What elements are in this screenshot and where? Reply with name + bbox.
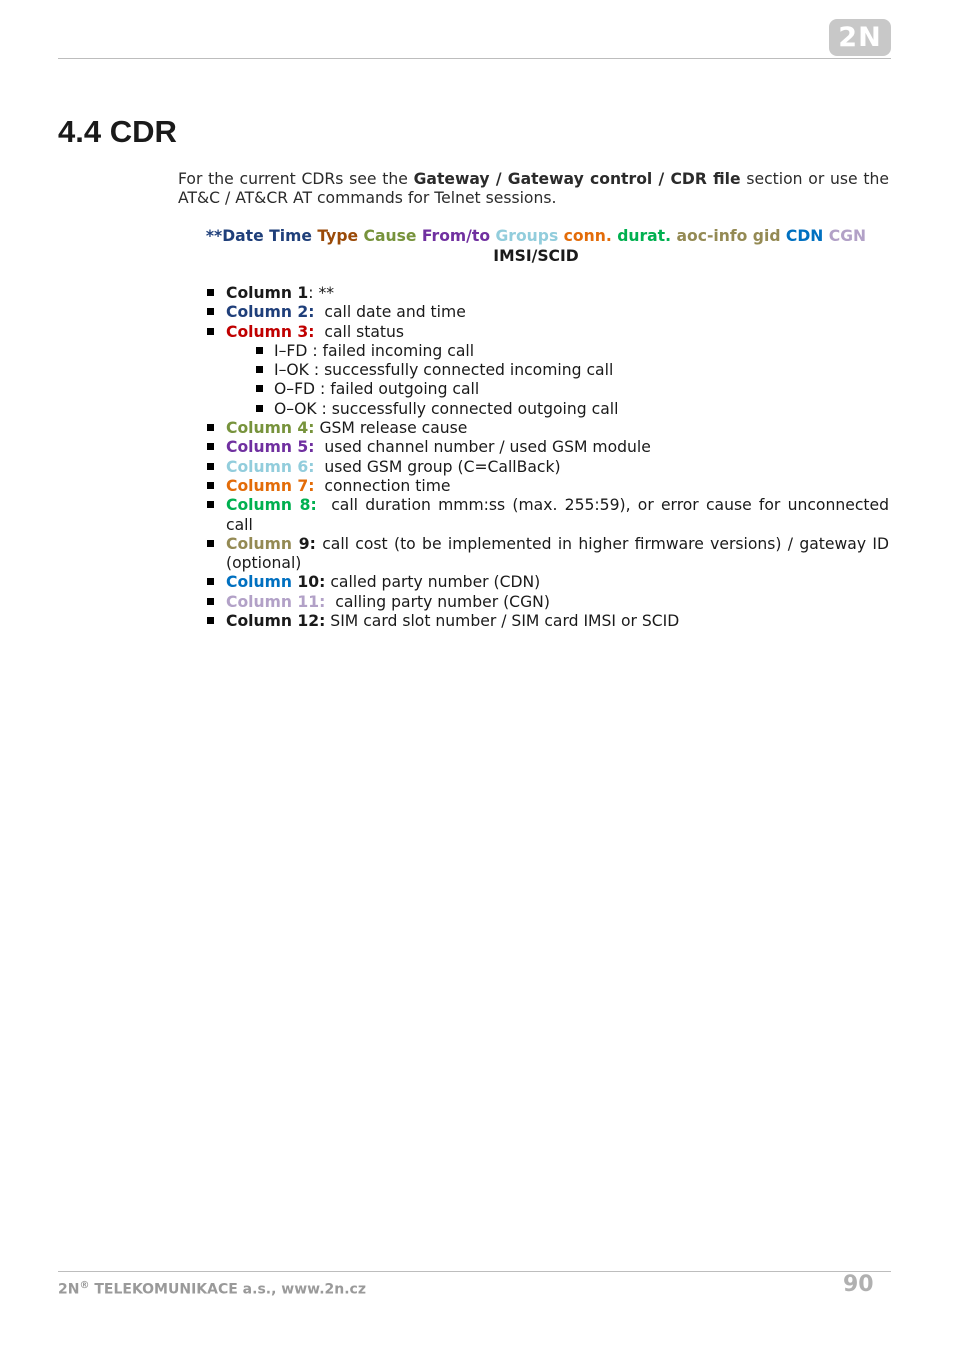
column-label: Column 8:: [226, 496, 317, 515]
column-desc: called party number (CDN): [330, 573, 541, 592]
logo-text: 2N: [838, 22, 882, 53]
column-number: 10:: [291, 573, 326, 592]
column-sep: [314, 303, 324, 321]
intro-bold-path: Gateway / Gateway control / CDR file: [413, 170, 741, 188]
format-imsi-scid: IMSI/SCID: [493, 247, 579, 265]
column-item: [207, 477, 889, 496]
column-desc: call status: [324, 322, 405, 341]
format-date-time: **Date Time: [205, 227, 318, 245]
page-number: 90: [843, 1272, 874, 1297]
column-sep: [314, 323, 324, 341]
column-item: [207, 323, 889, 419]
column-item: [207, 593, 889, 612]
column-label: Column 3:: [226, 322, 315, 341]
column-label: Column 1: [226, 284, 309, 302]
footer-company-rest: TELEKOMUNIKACE a.s., www.2n.cz: [89, 1281, 366, 1298]
column-sep: [314, 477, 324, 495]
column-item: [207, 284, 889, 303]
column-sep: [314, 438, 324, 456]
page-title: 4.4 CDR: [58, 114, 177, 149]
column-sep: :: [308, 284, 319, 302]
column-label: Column 7:: [226, 476, 315, 495]
column-item: [207, 303, 889, 322]
column-item: [207, 419, 889, 438]
call-status-item: O–FD : failed outgoing call: [256, 380, 889, 399]
column-label: Column 11:: [226, 592, 326, 611]
column-desc: **: [318, 284, 335, 302]
column-desc: SIM card slot number / SIM card IMSI or SCID: [330, 612, 680, 631]
column-item: [207, 535, 889, 574]
column-label: Column 4:: [226, 419, 315, 438]
footer-company: [58, 1280, 366, 1298]
column-number: 9:: [291, 534, 316, 553]
column-label: Column 5:: [226, 438, 315, 457]
format-cause: Cause: [363, 227, 422, 245]
intro-text-1: For the current CDRs see the: [178, 170, 414, 188]
header-rule: [58, 58, 891, 59]
column-desc: GSM release cause: [319, 419, 468, 438]
format-conn: conn.: [563, 227, 618, 245]
2n-logo: [829, 19, 891, 56]
column-item: [207, 438, 889, 457]
column-desc: call date and time: [324, 303, 466, 322]
column-desc: call duration mmm:ss (max. 255:59), or error cause for unconnected call: [226, 496, 889, 534]
column-label: Column: [226, 573, 292, 592]
format-type: Type: [317, 227, 364, 245]
column-label: Column: [226, 534, 292, 553]
column-item: [207, 573, 889, 592]
cdr-format-line: [178, 226, 894, 266]
intro-text-2: section or use the AT&C / AT&CR AT commands for Telnet sessions.: [178, 170, 889, 207]
format-cgn: CGN: [828, 227, 867, 245]
format-groups: Groups: [495, 227, 564, 245]
call-status-list: [226, 342, 889, 419]
footer-company-prefix: 2N: [58, 1281, 80, 1298]
format-aoc-info-gid: aoc-info gid: [676, 227, 786, 245]
column-item: [207, 612, 889, 631]
footer-rule: [58, 1271, 891, 1272]
column-sep: [325, 593, 335, 611]
column-label: Column 6:: [226, 457, 315, 476]
column-desc: used channel number / used GSM module: [324, 438, 651, 457]
column-sep: [317, 496, 331, 514]
column-label: Column 12:: [226, 612, 326, 631]
column-desc: connection time: [324, 476, 451, 495]
column-sep: [314, 458, 324, 476]
column-desc: calling party number (CGN): [335, 592, 550, 611]
call-status-item: I–FD : failed incoming call: [256, 342, 889, 361]
call-status-item: O–OK : successfully connected outgoing call: [256, 400, 889, 419]
column-list: [207, 284, 889, 631]
format-from-to: From/to: [421, 227, 496, 245]
column-desc: call cost (to be implemented in higher firmware versions) / gateway ID (optional): [226, 534, 889, 573]
column-item: [207, 496, 889, 535]
call-status-item: I–OK : successfully connected incoming call: [256, 361, 889, 380]
intro-paragraph: [178, 170, 889, 208]
format-cdn: CDN: [785, 227, 829, 245]
column-item: [207, 458, 889, 477]
column-label: Column 2:: [226, 303, 315, 322]
column-desc: used GSM group (C=CallBack): [324, 457, 561, 476]
registered-mark: ®: [79, 1280, 90, 1291]
format-durat: durat.: [617, 227, 677, 245]
